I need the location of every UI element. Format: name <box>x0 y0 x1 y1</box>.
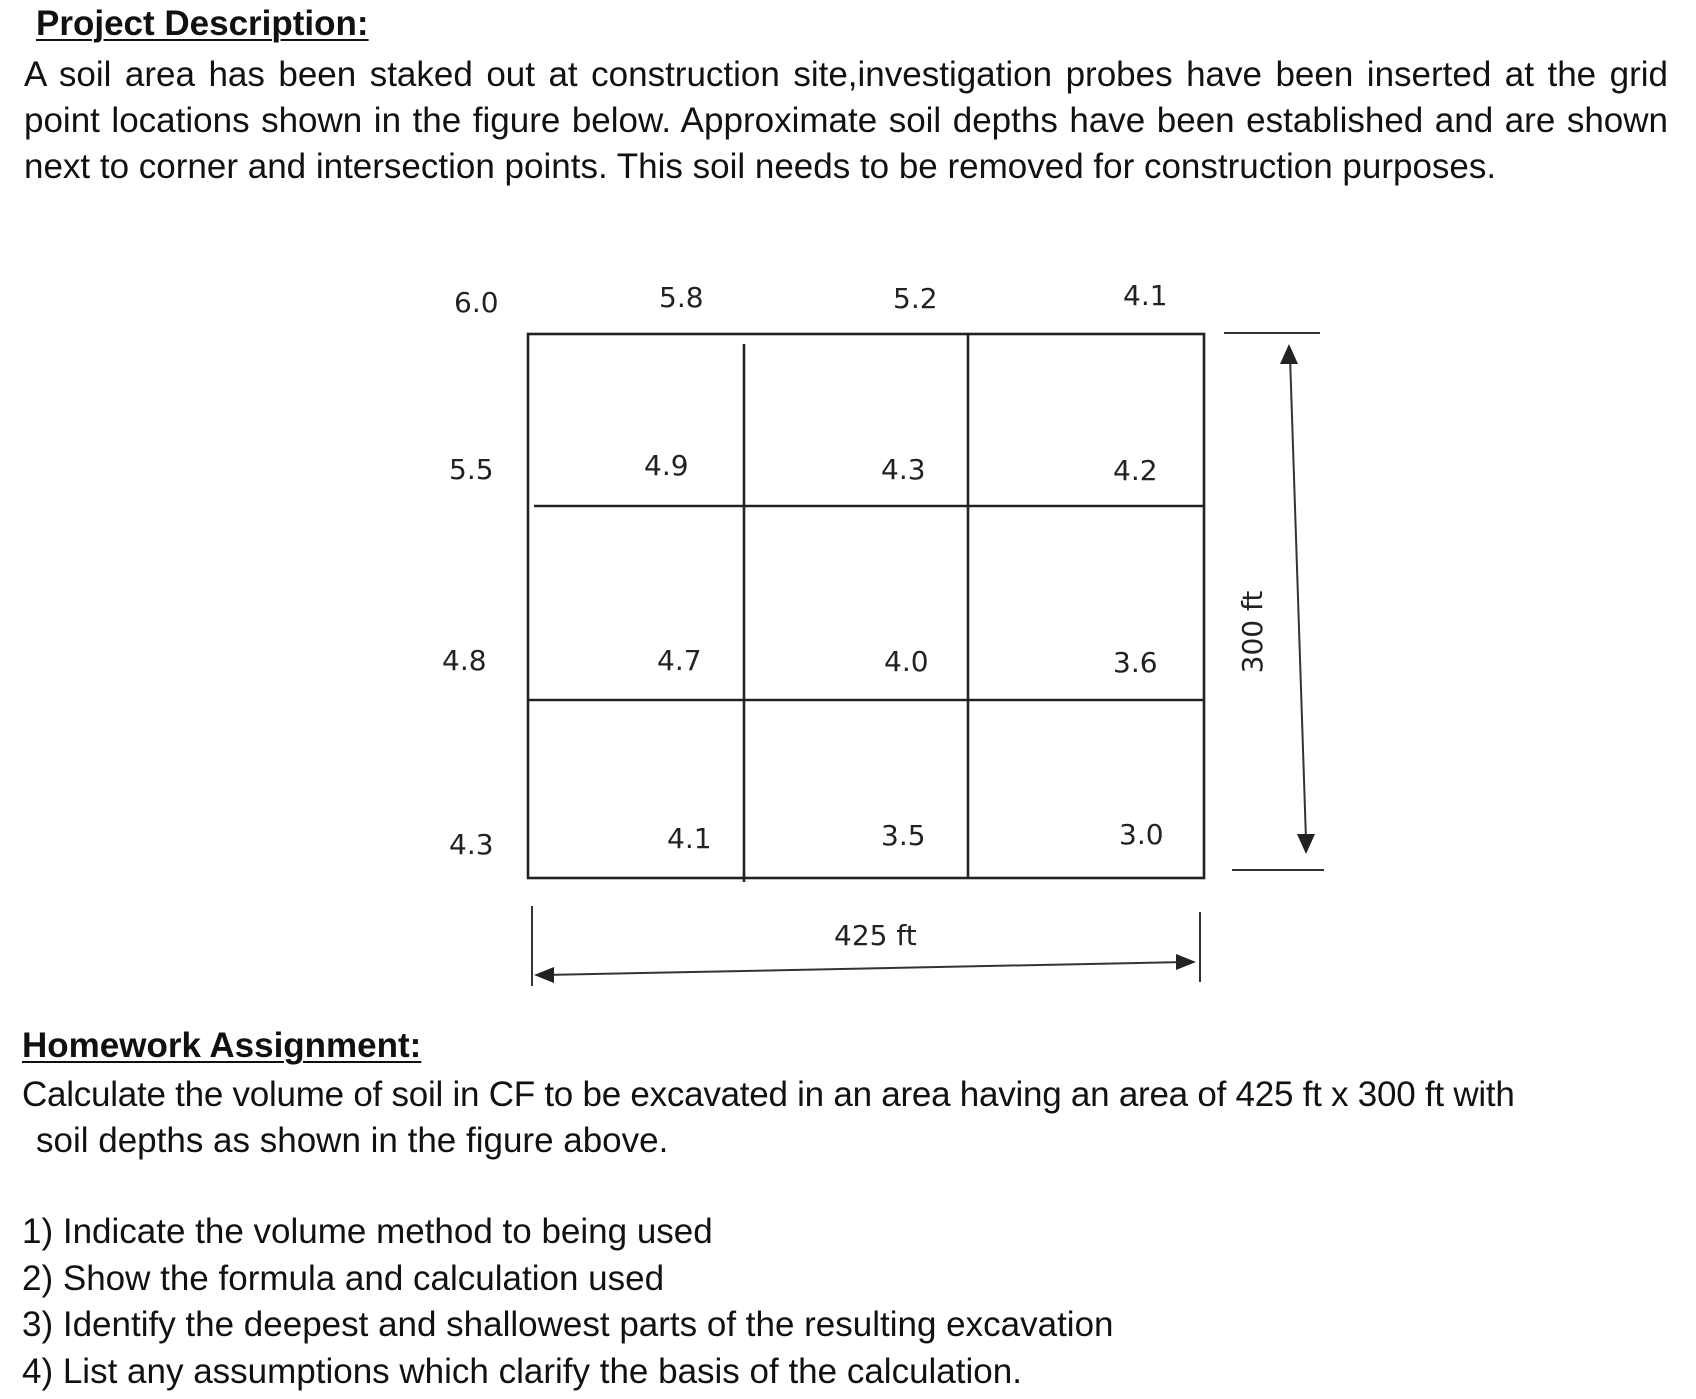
arrowhead-left-icon <box>534 967 554 983</box>
task-item: 4) List any assumptions which clarify the basis of the calculation. <box>22 1351 1022 1391</box>
depth-label: 4.7 <box>657 644 702 677</box>
width-dimension-line <box>544 962 1186 975</box>
depth-label: 5.2 <box>893 282 938 315</box>
task-item: 3) Identify the deepest and shallowest parts of the resulting excavation <box>22 1305 1114 1344</box>
width-dimension-label: 425 ft <box>834 919 917 952</box>
height-dimension-label: 300 ft <box>1236 590 1269 674</box>
arrowhead-down-icon <box>1297 834 1315 854</box>
homework-text-line-1: Calculate the volume of soil in CF to be excavated in an area having an area of 425 ft x 300 ft with <box>22 1075 1515 1114</box>
depth-label: 4.8 <box>442 644 487 677</box>
project-description-text: A soil area has been staked out at construction site,investigation probes have been inserted at the grid point locations shown in the figure below. Approximate soil depths have been established and are shown next to corner and intersection points. This soil needs to be removed for construction purposes. <box>24 55 1668 186</box>
depth-label: 6.0 <box>454 286 499 319</box>
depth-label: 3.6 <box>1113 646 1158 679</box>
depth-label: 4.1 <box>667 822 712 855</box>
grid-outer-boundary <box>528 334 1204 878</box>
homework-text-line-2: soil depths as shown in the figure above. <box>36 1121 669 1160</box>
depth-label: 4.2 <box>1113 454 1158 487</box>
depth-label: 5.5 <box>449 453 494 486</box>
depth-label: 3.5 <box>881 819 926 852</box>
depth-label: 4.3 <box>881 453 926 486</box>
task-item: 2) Show the formula and calculation used <box>22 1258 665 1298</box>
depth-label: 5.8 <box>659 281 704 314</box>
project-description-heading: Project Description: <box>36 4 369 43</box>
height-dimension-line <box>1290 356 1306 840</box>
depth-label: 4.0 <box>884 645 929 678</box>
depth-label: 4.9 <box>644 449 689 482</box>
homework-assignment-heading: Homework Assignment: <box>22 1026 422 1065</box>
arrowhead-up-icon <box>1280 344 1298 364</box>
depth-label: 3.0 <box>1119 818 1164 851</box>
depth-label: 4.3 <box>449 828 494 861</box>
task-list <box>22 1209 1114 1395</box>
depth-label: 4.1 <box>1123 279 1168 312</box>
arrowhead-right-icon <box>1176 954 1196 970</box>
task-item: 1) Indicate the volume method to being used <box>22 1212 713 1251</box>
